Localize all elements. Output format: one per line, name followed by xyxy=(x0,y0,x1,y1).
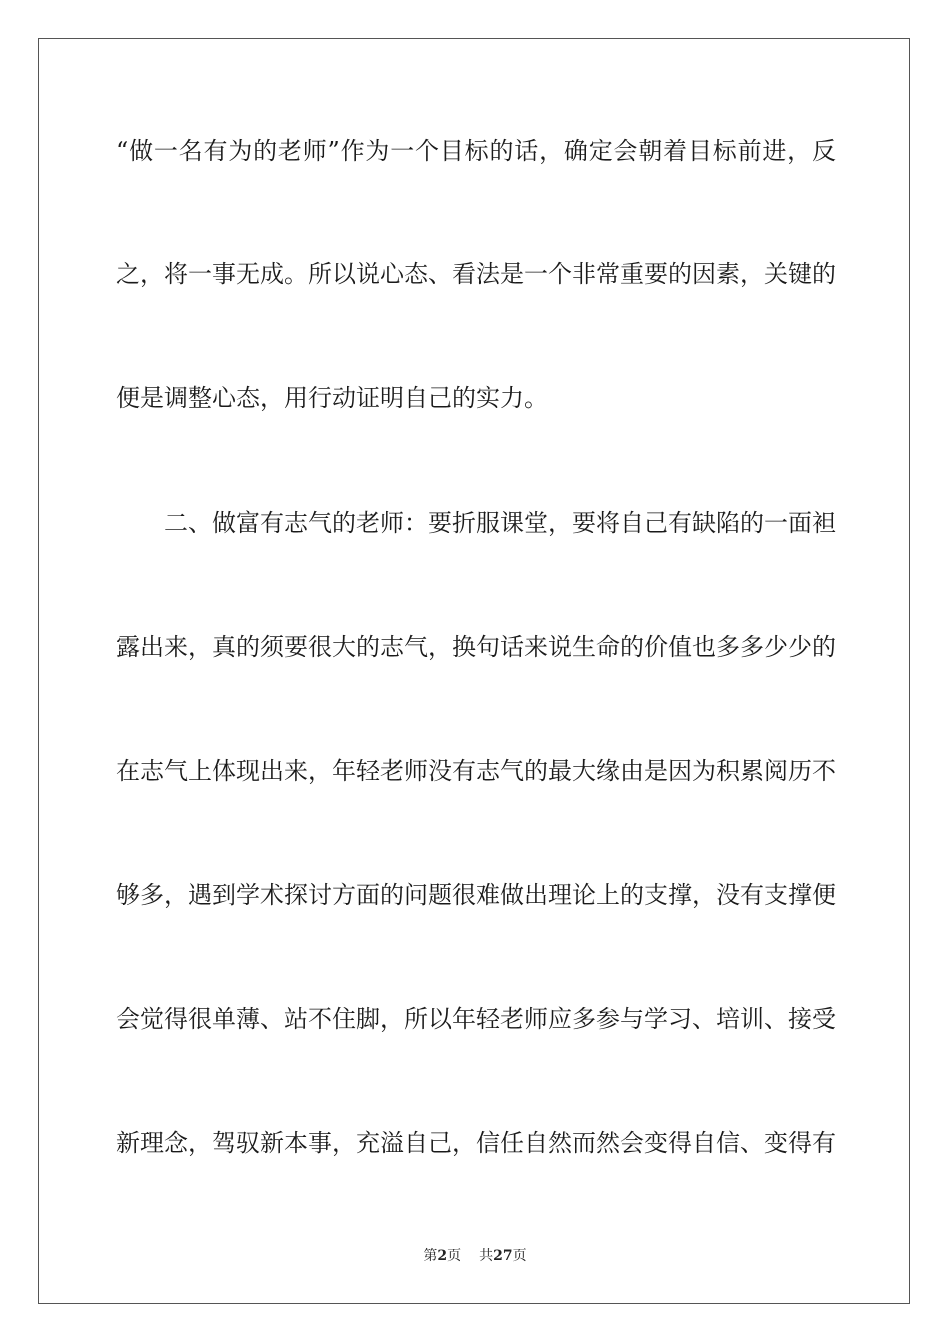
paragraph-line-8: 会觉得很单薄、站不住脚，所以年轻老师应多参与学习、培训、接受 xyxy=(116,1005,836,1033)
page-suffix: 页 xyxy=(447,1248,462,1264)
paragraph-line-7: 够多，遇到学术探讨方面的问题很难做出理论上的支撑，没有支撑便 xyxy=(116,881,836,909)
page-footer xyxy=(0,1247,950,1265)
paragraph-line-1: “做一名有为的老师”作为一个目标的话，确定会朝着目标前进，反 xyxy=(116,137,836,165)
page-prefix: 第 xyxy=(423,1248,438,1264)
paragraph-line-4: 二、做富有志气的老师：要折服课堂，要将自己有缺陷的一面袒 xyxy=(164,509,836,537)
paragraph-line-5: 露出来，真的须要很大的志气，换句话来说生命的价值也多多少少的 xyxy=(116,633,836,661)
page-number: 2 xyxy=(437,1248,448,1264)
paragraph-line-2: 之，将一事无成。所以说心态、看法是一个非常重要的因素，关键的 xyxy=(116,260,836,288)
paragraph-line-3: 便是调整心态，用行动证明自己的实力。 xyxy=(116,384,548,412)
total-suffix: 页 xyxy=(512,1248,527,1264)
paragraph-line-9: 新理念，驾驭新本事，充溢自己，信任自然而然会变得自信、变得有 xyxy=(116,1129,836,1157)
total-pages: 27 xyxy=(493,1248,513,1264)
page-border xyxy=(38,38,910,1304)
total-prefix: 共 xyxy=(479,1248,494,1264)
paragraph-line-6: 在志气上体现出来，年轻老师没有志气的最大缘由是因为积累阅历不 xyxy=(116,757,836,785)
